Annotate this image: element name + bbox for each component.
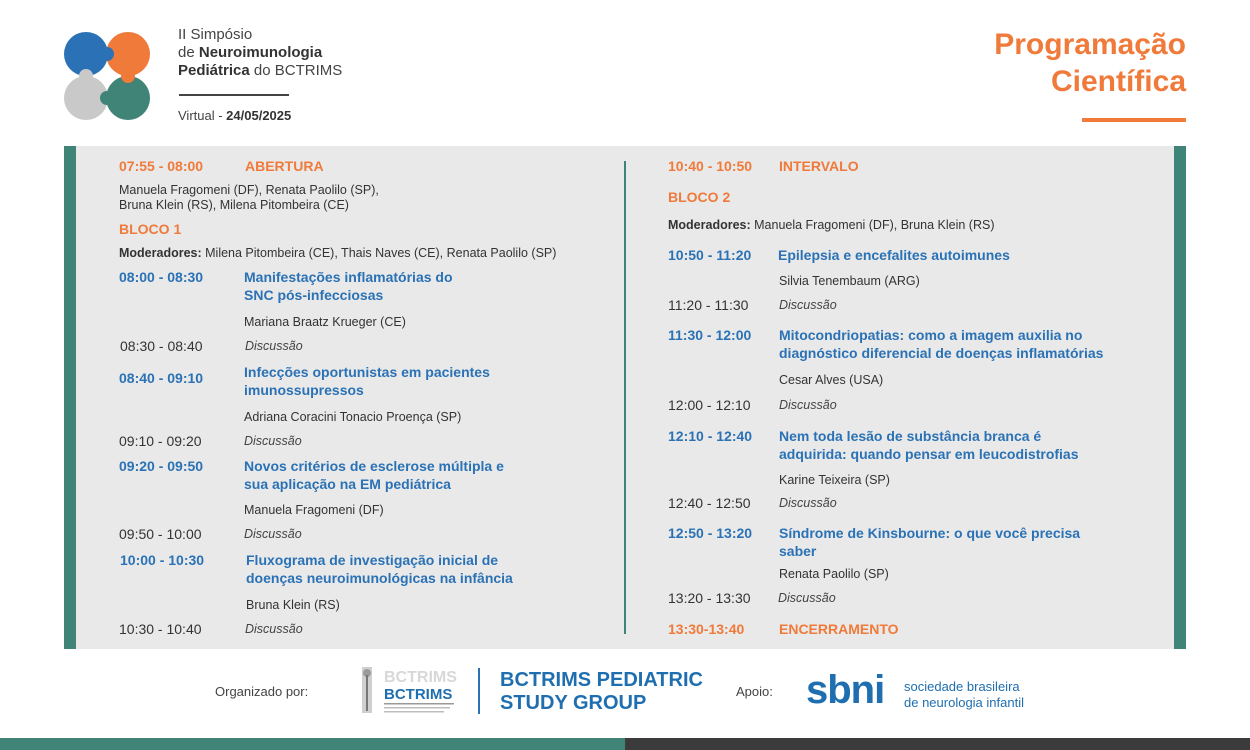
program-title: Programação Científica (994, 28, 1186, 98)
discussion-time: 13:20 - 13:30 (668, 590, 751, 606)
session-title: Manifestações inflamatórias do SNC pós-infecciosas (244, 269, 453, 303)
session-speaker: Renata Paolilo (SP) (779, 567, 889, 581)
discussion-time: 10:30 - 10:40 (119, 621, 202, 637)
session-title: Infecções oportunistas em pacientes imunossupressos (244, 364, 490, 398)
organized-by-label: Organizado por: (215, 684, 309, 699)
session-title: Nem toda lesão de substância branca é adquirida: quando pensar em leucodistrofias (779, 428, 1079, 462)
footer-separator (478, 668, 480, 714)
discussion-time: 08:30 - 08:40 (120, 338, 203, 354)
block1-heading: BLOCO 1 (119, 221, 182, 237)
opening-label: ABERTURA (245, 158, 324, 174)
column-divider (624, 161, 626, 634)
session-speaker: Mariana Braatz Krueger (CE) (244, 315, 406, 329)
panel-right-bar (1174, 146, 1186, 649)
block1-moderators: Moderadores: Milena Pitombeira (CE), Thais Naves (CE), Renata Paolilo (SP) (119, 246, 557, 260)
event-title-line1: II Simpósio (178, 26, 253, 43)
opening-time: 07:55 - 08:00 (119, 158, 204, 174)
bctrims-logo (360, 665, 460, 717)
session-speaker: Bruna Klein (RS) (246, 598, 340, 612)
discussion-label: Discussão (244, 527, 302, 541)
session-title: Epilepsia e encefalites autoimunes (778, 247, 1010, 263)
session-speaker: Adriana Coracini Tonacio Proença (SP) (244, 410, 462, 424)
session-time: 10:50 - 11:20 (668, 247, 752, 263)
opening-speakers-1: Manuela Fragomeni (DF), Renata Paolilo (SP), (119, 183, 379, 197)
discussion-label: Discussão (779, 398, 837, 412)
closing-time: 13:30-13:40 (668, 621, 745, 637)
pediatric-study-group-logo: BCTRIMS PEDIATRIC STUDY GROUP (500, 669, 703, 714)
closing-label: ENCERRAMENTO (779, 621, 899, 637)
support-label: Apoio: (736, 684, 773, 699)
break-label: INTERVALO (779, 158, 859, 174)
session-speaker: Silvia Tenembaum (ARG) (779, 274, 920, 288)
event-date: Virtual - 24/05/2025 (178, 108, 292, 123)
discussion-time: 11:20 - 11:30 (668, 297, 749, 313)
block2-moderators: Moderadores: Manuela Fragomeni (DF), Bruna Klein (RS) (668, 218, 995, 232)
panel-left-bar (64, 146, 76, 649)
session-title: Síndrome de Kinsbourne: o que você precisa saber (779, 525, 1081, 559)
sbni-subtitle: sociedade brasileira de neurologia infantil (904, 679, 1024, 710)
discussion-time: 09:50 - 10:00 (119, 526, 202, 542)
footer-bar-left (0, 738, 625, 750)
session-time: 11:30 - 12:00 (668, 327, 752, 343)
session-title: Mitocondriopatias: como a imagem auxilia no diagnóstico diferencial de doenças inflamatórias (779, 327, 1104, 361)
discussion-time: 09:10 - 09:20 (119, 433, 202, 449)
discussion-label: Discussão (779, 298, 837, 312)
session-title: Fluxograma de investigação inicial de doenças neuroimunológicas na infância (246, 552, 513, 586)
bctrims-logo-shadow: BCTRIMS (384, 669, 457, 686)
session-speaker: Manuela Fragomeni (DF) (244, 503, 384, 517)
session-title: Novos critérios de esclerose múltipla e sua aplicação na EM pediátrica (244, 458, 504, 492)
discussion-label: Discussão (245, 622, 303, 636)
footer-bar-right (625, 738, 1250, 750)
bctrims-logo-text: BCTRIMS (384, 686, 453, 703)
event-title-line3: Pediátrica do BCTRIMS (178, 62, 343, 79)
session-time: 10:00 - 10:30 (120, 552, 205, 568)
discussion-label: Discussão (779, 496, 837, 510)
session-time: 08:00 - 08:30 (119, 269, 204, 285)
sbni-logo: sbni (806, 668, 885, 712)
session-time: 08:40 - 09:10 (119, 370, 204, 386)
program-title-underline (1082, 118, 1186, 122)
session-speaker: Cesar Alves (USA) (779, 373, 884, 387)
header-divider (179, 94, 289, 96)
opening-speakers-2: Bruna Klein (RS), Milena Pitombeira (CE) (119, 198, 349, 212)
discussion-label: Discussão (244, 434, 302, 448)
discussion-label: Discussão (245, 339, 303, 353)
break-time: 10:40 - 10:50 (668, 158, 753, 174)
event-title-line2: de Neuroimunologia (178, 44, 323, 61)
session-time: 12:10 - 12:40 (668, 428, 753, 444)
block2-heading: BLOCO 2 (668, 189, 731, 205)
discussion-time: 12:00 - 12:10 (668, 397, 751, 413)
discussion-label: Discussão (778, 591, 836, 605)
discussion-time: 12:40 - 12:50 (668, 495, 751, 511)
session-time: 09:20 - 09:50 (119, 458, 204, 474)
symposium-puzzle-logo (62, 28, 154, 124)
session-time: 12:50 - 13:20 (668, 525, 753, 541)
session-speaker: Karine Teixeira (SP) (779, 473, 890, 487)
